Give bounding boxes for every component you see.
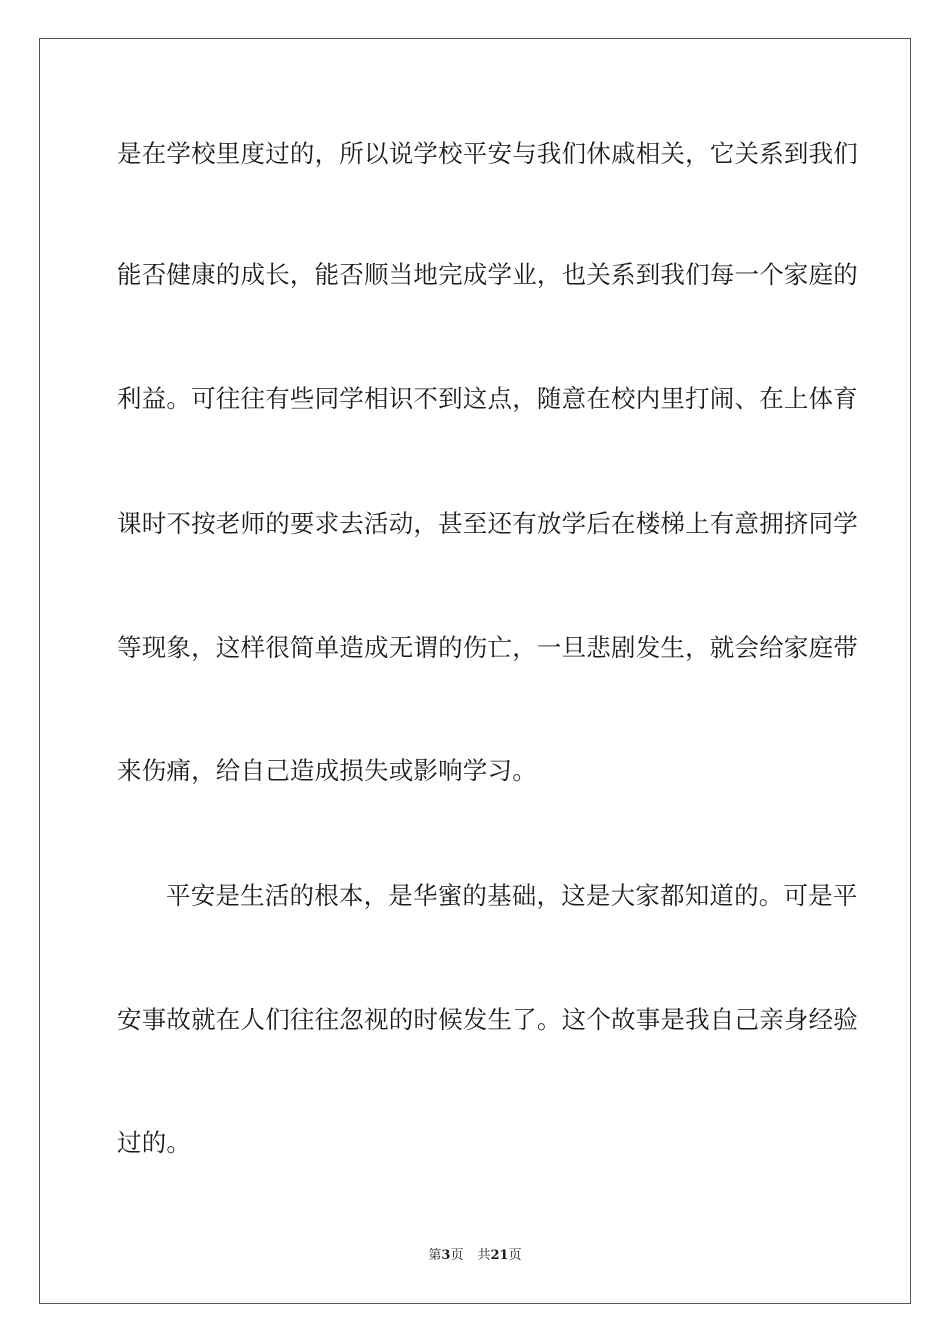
total-pages: 21 [490,1248,509,1263]
page-prefix: 第 [428,1248,442,1263]
paragraph-line: 过的。 [117,1128,192,1157]
paragraph-line: 课时不按老师的要求去活动，甚至还有放学后在楼梯上有意拥挤同学 [117,509,858,538]
page-suffix: 页 [450,1248,464,1263]
page-footer [0,1247,950,1265]
total-prefix: 共 [477,1248,491,1263]
paragraph-line: 等现象，这样很简单造成无谓的伤亡，一旦悲剧发生，就会给家庭带 [117,633,858,662]
paragraph-line: 能否健康的成长，能否顺当地完成学业，也关系到我们每一个家庭的 [117,260,858,289]
page-border [39,38,911,1304]
paragraph-line: 平安是生活的根本，是华蜜的基础，这是大家都知道的。可是平 [166,881,858,910]
page-number: 3 [441,1248,451,1263]
total-suffix: 页 [508,1248,522,1263]
paragraph-line: 来伤痛，给自己造成损失或影响学习。 [117,756,537,785]
paragraph-line: 安事故就在人们往往忽视的时候发生了。这个故事是我自己亲身经验 [117,1005,858,1034]
paragraph-line: 是在学校里度过的，所以说学校平安与我们休戚相关，它关系到我们 [117,139,858,168]
paragraph-line: 利益。可往往有些同学相识不到这点，随意在校内里打闹、在上体育 [117,384,858,413]
